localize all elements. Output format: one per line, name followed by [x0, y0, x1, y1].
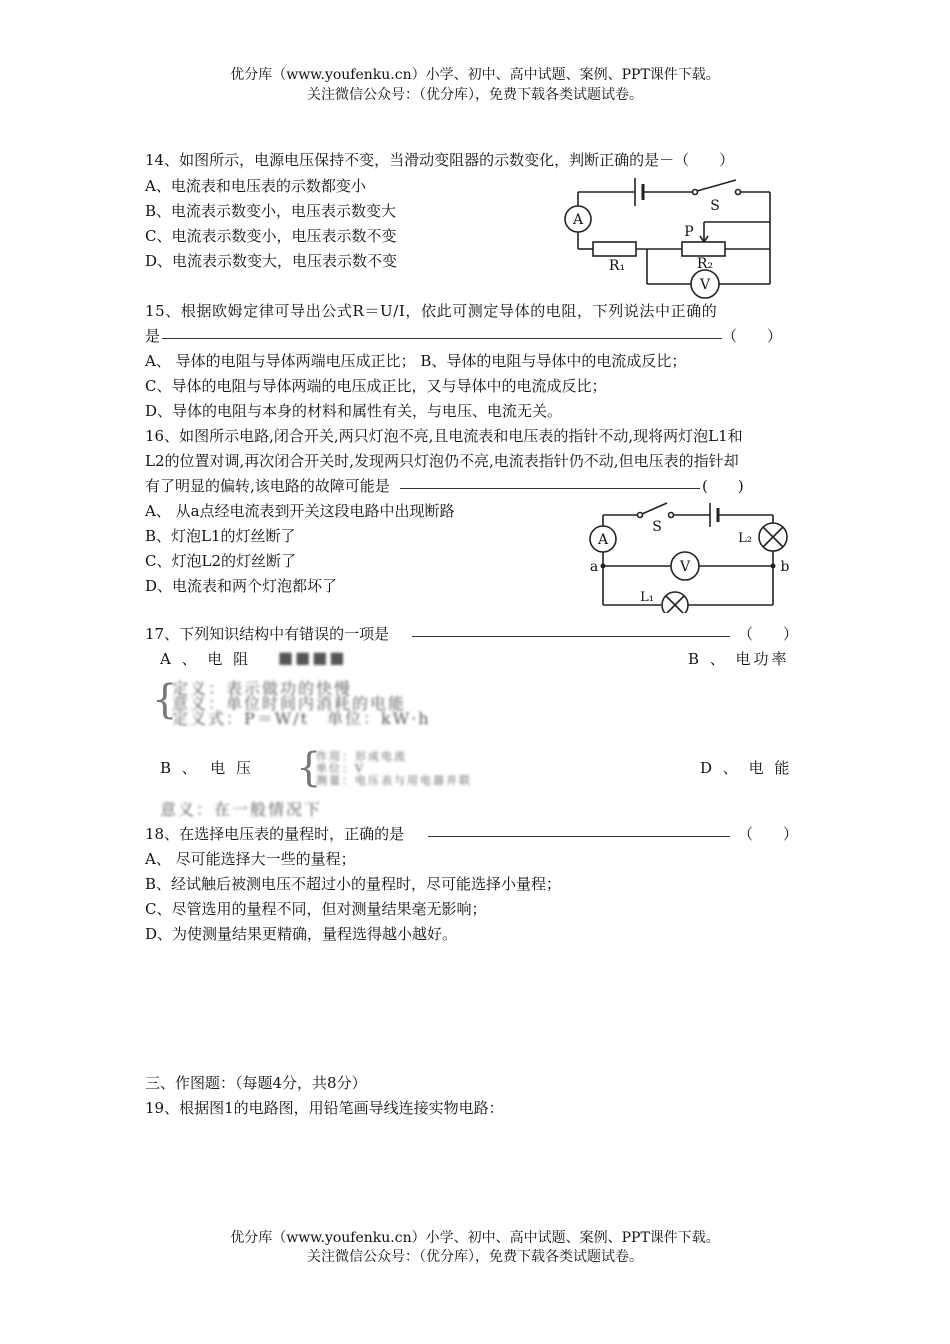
q14-ammeter-label: A [572, 212, 584, 228]
q16-voltmeter-label: V [679, 559, 691, 575]
q16-stem-3: 有了明显的偏转,该电路的故障可能是 [145, 477, 390, 495]
q15-stem-2: 是 [145, 327, 161, 345]
q15-answer-line [162, 338, 722, 339]
q14-slider-label: P [684, 224, 694, 240]
q14-switch-label: S [710, 198, 720, 214]
q18-option-a: A、 尽可能选择大一些的量程； [145, 850, 356, 868]
q14-option-c: C、电流表示数变小，电压表示数不变 [145, 227, 397, 245]
q16-point-a-label: a [589, 559, 599, 575]
q14-circuit-diagram [555, 172, 780, 300]
q18-option-b: B、经试触后被测电压不超过小的量程时，尽可能选择小量程； [145, 875, 562, 893]
q14-voltmeter-label: V [699, 277, 711, 293]
q17-option-a-blurred-content: ■■■■ [278, 648, 347, 667]
q17-option-b1-label: B 、 电功率 [688, 650, 790, 668]
q17-brace-b1: { [152, 677, 178, 723]
q15-option-c: C、导体的电阻与导体两端的电压成正比，又与导体中的电流成反比； [145, 377, 607, 395]
header-line-2: 关注微信公众号：（优分库），免费下载各类试题试卷。 [307, 87, 643, 103]
q15-option-d: D、导体的电阻与本身的材料和属性有关，与电压、电流无关。 [145, 402, 563, 420]
q16-option-d: D、电流表和两个灯泡都坏了 [145, 577, 338, 595]
q16-stem-1: 16、如图所示电路,闭合开关,两只灯泡不亮,且电流表和电压表的指针不动,现将两灯泡L1和 [145, 427, 743, 445]
q16-option-c: C、灯泡L2的灯丝断了 [145, 552, 296, 570]
q16-option-a: A、 从a点经电流表到开关这段电路中出现断路 [145, 502, 455, 520]
q18-stem: 18、在选择电压表的量程时，正确的是 [145, 825, 405, 843]
q16-ammeter-label: A [597, 532, 609, 548]
q17-blurred-d-content: 意义：在一般情况下 [160, 800, 323, 819]
q16-l2-label: L₂ [738, 531, 752, 546]
q14-r1-label: R₁ [608, 258, 626, 274]
q17-blurred-b2-line3: 测量：电压表与用电器并联 [316, 774, 472, 787]
q17-blurred-b1-line1: 定义：表示做功的快慢 [172, 679, 353, 698]
q17-option-a-label: A 、 电 阻 [160, 650, 252, 668]
q16-paren: ( ) [702, 477, 744, 495]
q16-switch-label: S [652, 519, 662, 535]
q17-option-b2-label: B 、 电 压 [160, 759, 255, 777]
header-line-1: 优分库（www.youfenku.cn）小学、初中、高中试题、案例、PPT课件下载。 [230, 67, 720, 83]
q16-stem-2: L2的位置对调,再次闭合开关时,发现两只灯泡仍不亮,电流表指针仍不动,但电压表的指针却 [145, 452, 739, 470]
q15-paren: （ ） [722, 327, 783, 345]
q17-stem: 17、下列知识结构中有错误的一项是 [145, 625, 390, 643]
q17-blurred-b1-line2: 意义：单位时间内消耗的电能 [172, 694, 407, 713]
q16-l1-label: L₁ [640, 590, 654, 605]
q17-blurred-b2-line1: 作用：形成电流 [316, 750, 407, 763]
q16-point-b-label: b [780, 559, 790, 575]
q14-option-a: A、电流表和电压表的示数都变小 [145, 177, 366, 195]
q18-answer-line [428, 836, 730, 837]
footer-line-2: 关注微信公众号：（优分库），免费下载各类试题试卷。 [307, 1249, 643, 1265]
q15-option-ab: A、 导体的电阻与导体两端电压成正比； B、导体的电阻与导体中的电流成反比； [145, 352, 687, 370]
q17-blurred-b2-line2: 单位：V [316, 762, 365, 775]
q14-stem: 14、如图所示，电源电压保持不变，当滑动变阻器的示数变化，判断正确的是－（ ） [145, 151, 735, 169]
q17-answer-line [412, 636, 730, 637]
q18-paren: （ ） [738, 825, 799, 843]
q14-option-b: B、电流表示数变小，电压表示数变大 [145, 202, 397, 220]
q18-option-c: C、尽管选用的量程不同，但对测量结果毫无影响； [145, 900, 487, 918]
q14-r2-label: R₂ [696, 256, 714, 272]
q16-circuit-diagram [585, 495, 795, 613]
q17-blurred-b1-line3: 定义式：P＝W/t 单位：kW·h [172, 709, 431, 728]
footer-line-1: 优分库（www.youfenku.cn）小学、初中、高中试题、案例、PPT课件下载。 [230, 1230, 720, 1246]
q15-stem-1: 15、根据欧姆定律可导出公式R＝U/I，依此可测定导体的电阻，下列说法中正确的 [145, 302, 718, 320]
q14-option-d: D、电流表示数变大，电压表示数不变 [145, 252, 398, 270]
q19-stem: 19、根据图1的电路图，用铅笔画导线连接实物电路： [145, 1099, 504, 1117]
section3-title: 三、作图题：（每题4分，共8分） [145, 1074, 367, 1092]
q17-option-d-label: D 、 电 能 [700, 759, 793, 777]
q16-answer-line [400, 488, 700, 489]
q17-paren: （ ） [738, 625, 799, 643]
q16-option-b: B、灯泡L1的灯丝断了 [145, 527, 296, 545]
q17-brace-b2: { [296, 745, 322, 791]
q18-option-d: D、为使测量结果更精确，量程选得越小越好。 [145, 925, 458, 943]
